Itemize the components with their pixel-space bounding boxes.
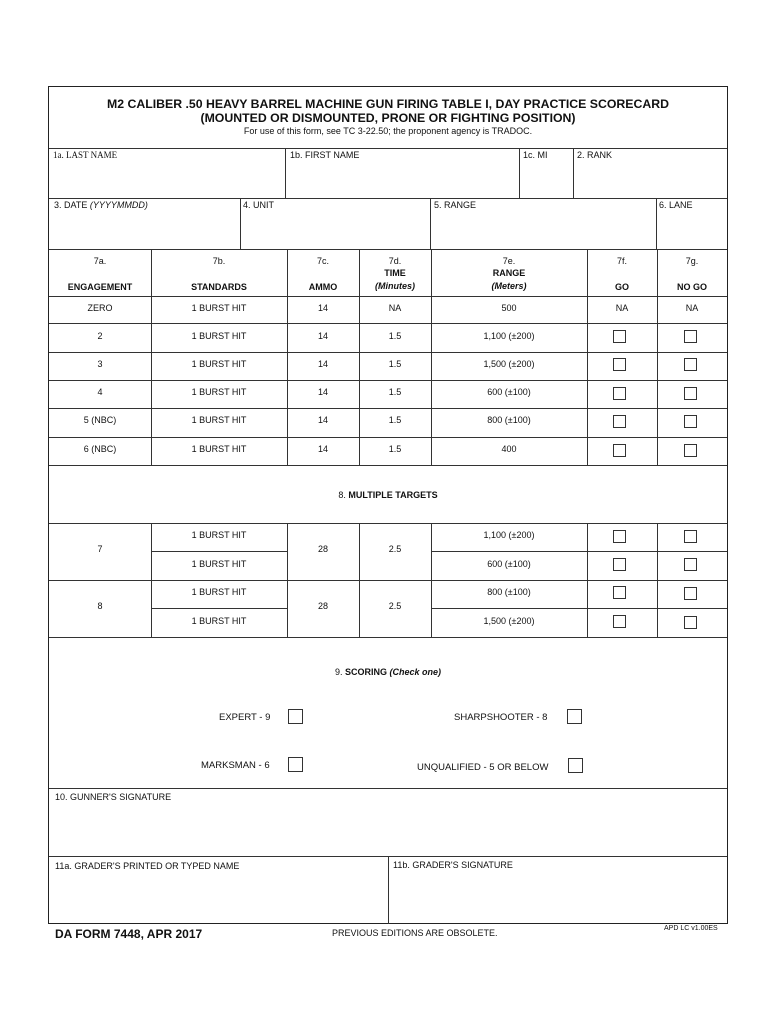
go-checkbox[interactable] — [613, 387, 626, 400]
range-cell: 400 — [501, 444, 517, 454]
unqualified-label: UNQUALIFIED - 5 OR BELOW — [417, 762, 549, 773]
engagement-cell: 6 (NBC) — [83, 444, 117, 454]
standards-cell: 1 BURST HIT — [191, 331, 247, 341]
marksman-checkbox[interactable] — [288, 757, 303, 772]
standards-cell: 1 BURST HIT — [191, 415, 247, 425]
standards-cell: 1 BURST HIT — [191, 303, 247, 313]
form-instructions: For use of this form, see TC 3-22.50; the proponent agency is TRADOC. — [243, 126, 533, 136]
col-7b-num: 7b. — [212, 256, 226, 266]
standards-cell: 1 BURST HIT — [191, 359, 247, 369]
nogo-checkbox[interactable] — [684, 330, 697, 343]
version-label: APD LC v1.00ES — [664, 925, 718, 932]
engagement-cell: ZERO — [87, 303, 113, 313]
ammo-cell: 14 — [317, 359, 328, 369]
standards-cell: 1 BURST HIT — [191, 616, 247, 626]
time-cell: 2.5 — [388, 601, 402, 611]
col-range-unit: (Meters) — [491, 281, 527, 291]
nogo-checkbox[interactable] — [684, 444, 697, 457]
col-go-header: GO — [614, 282, 629, 292]
ammo-cell: 14 — [317, 331, 328, 341]
unqualified-checkbox[interactable] — [568, 758, 583, 773]
go-checkbox[interactable] — [613, 558, 626, 571]
go-checkbox[interactable] — [613, 444, 626, 457]
col-standards-header: STANDARDS — [191, 282, 247, 292]
multiple-targets-heading: 8. MULTIPLE TARGETS — [338, 490, 438, 500]
col-7f-num: 7f. — [616, 256, 627, 266]
expert-checkbox[interactable] — [288, 709, 303, 724]
engagement-cell: 8 — [97, 601, 103, 611]
col-range-header: RANGE — [492, 268, 526, 278]
col-time-unit: (Minutes) — [375, 281, 415, 291]
obsolete-notice: PREVIOUS EDITIONS ARE OBSOLETE. — [332, 928, 498, 938]
go-checkbox[interactable] — [613, 330, 626, 343]
range-cell: 1,500 (±200) — [483, 359, 535, 369]
go-checkbox[interactable] — [613, 530, 626, 543]
ammo-cell: 14 — [317, 387, 328, 397]
sharpshooter-label: SHARPSHOOTER - 8 — [454, 712, 548, 723]
nogo-checkbox[interactable] — [684, 358, 697, 371]
time-cell: 1.5 — [388, 387, 402, 397]
standards-cell: 1 BURST HIT — [191, 559, 247, 569]
range-cell: 600 (±100) — [487, 387, 531, 397]
lane-field[interactable]: 6. LANE — [659, 200, 693, 210]
expert-label: EXPERT - 9 — [219, 712, 271, 723]
time-cell: 2.5 — [388, 544, 402, 554]
gunner-signature-field[interactable]: 10. GUNNER'S SIGNATURE — [55, 792, 172, 802]
col-7a-num: 7a. — [93, 256, 107, 266]
standards-cell: 1 BURST HIT — [191, 530, 247, 540]
ammo-cell: 14 — [317, 444, 328, 454]
date-format-hint: (YYYYMMDD) — [89, 200, 148, 210]
scorecard-form — [48, 86, 728, 924]
range-cell: 1,500 (±200) — [483, 616, 535, 626]
time-cell: 1.5 — [388, 331, 402, 341]
nogo-checkbox[interactable] — [684, 415, 697, 428]
first-name-field[interactable]: 1b. FIRST NAME — [290, 150, 360, 160]
range-cell: 800 (±100) — [487, 587, 531, 597]
last-name-field[interactable]: 1a. LAST NAME — [53, 150, 118, 160]
scoring-heading: 9. SCORING (Check one) — [334, 667, 442, 677]
form-number: DA FORM 7448, APR 2017 — [55, 927, 203, 941]
ammo-cell: 14 — [317, 303, 328, 313]
range-cell: 500 — [501, 303, 517, 313]
engagement-cell: 3 — [97, 359, 103, 369]
time-cell: 1.5 — [388, 444, 402, 454]
standards-cell: 1 BURST HIT — [191, 444, 247, 454]
range-cell: 600 (±100) — [487, 559, 531, 569]
date-field[interactable] — [54, 200, 148, 210]
col-7c-num: 7c. — [316, 256, 329, 266]
engagement-cell: 4 — [97, 387, 103, 397]
nogo-checkbox[interactable] — [684, 558, 697, 571]
standards-cell: 1 BURST HIT — [191, 587, 247, 597]
form-subtitle: (MOUNTED OR DISMOUNTED, PRONE OR FIGHTING POSITION) — [200, 111, 576, 125]
sharpshooter-checkbox[interactable] — [567, 709, 582, 724]
col-nogo-header: NO GO — [676, 282, 707, 292]
nogo-checkbox[interactable] — [684, 587, 697, 600]
middle-initial-field[interactable]: 1c. MI — [523, 150, 548, 160]
range-cell: 800 (±100) — [487, 415, 531, 425]
col-ammo-header: AMMO — [308, 282, 338, 292]
unit-field[interactable]: 4. UNIT — [243, 200, 275, 210]
range-cell: 1,100 (±200) — [483, 331, 535, 341]
range-field[interactable]: 5. RANGE — [434, 200, 477, 210]
grader-signature-field[interactable]: 11b. GRADER'S SIGNATURE — [393, 860, 513, 870]
nogo-checkbox[interactable] — [684, 387, 697, 400]
grader-name-field[interactable]: 11a. GRADER'S PRINTED OR TYPED NAME — [55, 861, 240, 871]
rank-field[interactable]: 2. RANK — [577, 150, 613, 160]
nogo-checkbox[interactable] — [684, 530, 697, 543]
engagement-cell: 7 — [97, 544, 103, 554]
col-7g-num: 7g. — [685, 256, 699, 266]
go-checkbox[interactable] — [613, 586, 626, 599]
engagement-cell: 5 (NBC) — [83, 415, 117, 425]
col-time-header: TIME — [384, 268, 406, 278]
nogo-checkbox[interactable] — [684, 616, 697, 629]
ammo-cell: 28 — [317, 601, 328, 611]
go-cell: NA — [615, 303, 629, 313]
ammo-cell: 14 — [317, 415, 328, 425]
engagement-cell: 2 — [97, 331, 103, 341]
go-checkbox[interactable] — [613, 615, 626, 628]
nogo-cell: NA — [685, 303, 699, 313]
standards-cell: 1 BURST HIT — [191, 387, 247, 397]
time-cell: 1.5 — [388, 415, 402, 425]
ammo-cell: 28 — [317, 544, 328, 554]
col-7d-num: 7d. — [388, 256, 402, 266]
go-checkbox[interactable] — [613, 415, 626, 428]
time-cell: NA — [388, 303, 402, 313]
form-title: M2 CALIBER .50 HEAVY BARREL MACHINE GUN FIRING TABLE I, DAY PRACTICE SCORECARD — [106, 97, 670, 111]
range-cell: 1,100 (±200) — [483, 530, 535, 540]
col-7e-num: 7e. — [502, 256, 516, 266]
go-checkbox[interactable] — [613, 358, 626, 371]
marksman-label: MARKSMAN - 6 — [201, 760, 270, 771]
date-label: 3. DATE — [54, 200, 90, 210]
col-engagement-header: ENGAGEMENT — [67, 282, 133, 292]
time-cell: 1.5 — [388, 359, 402, 369]
